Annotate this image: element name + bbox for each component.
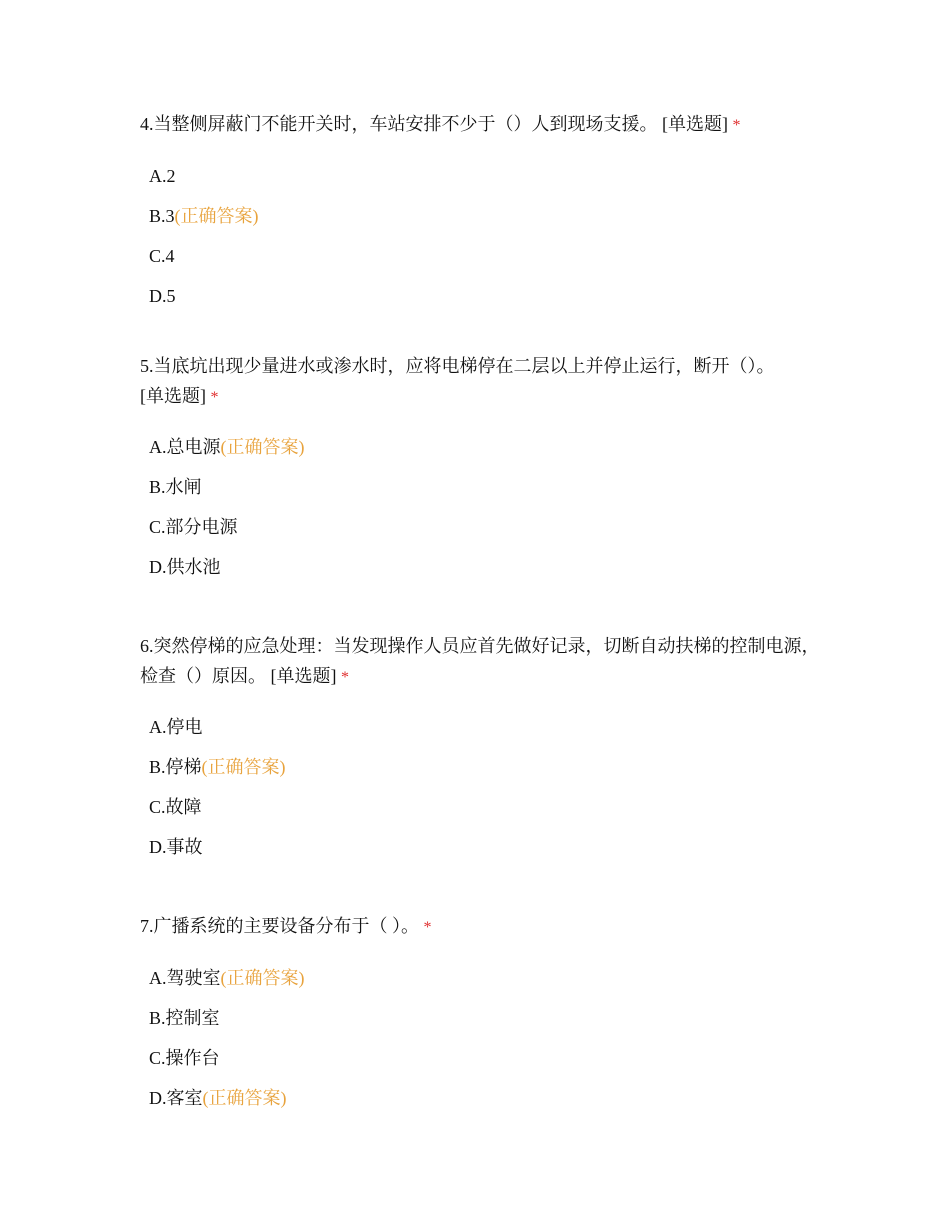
option-label: C.部分电源 (149, 517, 238, 537)
option-d (149, 1078, 830, 1118)
required-mark: * (210, 389, 219, 406)
option-list (140, 427, 830, 587)
option-label: D.5 (149, 286, 176, 306)
option-a (149, 156, 830, 196)
option-list (140, 707, 830, 867)
option-label: B.停梯 (149, 757, 202, 777)
question-text: 4.当整侧屏蔽门不能开关时，车站安排不少于（）人到现场支援。 (140, 114, 658, 134)
required-mark: * (732, 117, 741, 134)
option-label: A.驾驶室 (149, 968, 221, 988)
option-d (149, 827, 830, 867)
question-type: [单选题] (270, 666, 337, 686)
correct-answer-tag: (正确答案) (220, 437, 305, 457)
option-label: C.4 (149, 246, 175, 266)
question-4 (140, 109, 830, 316)
option-d (149, 276, 830, 316)
option-label: B.水闸 (149, 477, 202, 497)
option-b (149, 196, 830, 236)
option-label: B.3 (149, 206, 175, 226)
question-5 (140, 351, 830, 587)
question-type: [单选题] (140, 386, 206, 406)
option-label: C.操作台 (149, 1048, 220, 1068)
option-label: A.2 (149, 166, 176, 186)
option-c (149, 787, 830, 827)
option-label: A.停电 (149, 717, 203, 737)
option-c (149, 1038, 830, 1078)
option-b (149, 747, 830, 787)
option-b (149, 467, 830, 507)
question-title (140, 351, 830, 413)
option-a (149, 707, 830, 747)
option-d (149, 547, 830, 587)
option-label: D.供水池 (149, 557, 221, 577)
question-text: 5.当底坑出现少量进水或渗水时，应将电梯停在二层以上并停止运行，断开（）。 (140, 356, 775, 376)
question-6 (140, 631, 830, 867)
option-list (140, 156, 830, 316)
correct-answer-tag: (正确答案) (174, 206, 259, 226)
option-c (149, 236, 830, 276)
option-list (140, 958, 830, 1118)
option-label: D.客室 (149, 1088, 203, 1108)
question-title (140, 631, 830, 693)
correct-answer-tag: (正确答案) (220, 968, 305, 988)
option-label: B.控制室 (149, 1008, 220, 1028)
option-label: A.总电源 (149, 437, 221, 457)
option-a (149, 958, 830, 998)
question-title (140, 109, 830, 141)
option-b (149, 998, 830, 1038)
option-label: C.故障 (149, 797, 202, 817)
question-title (140, 911, 830, 943)
correct-answer-tag: (正确答案) (202, 1088, 287, 1108)
required-mark: * (341, 669, 349, 686)
question-7 (140, 911, 830, 1118)
option-c (149, 507, 830, 547)
correct-answer-tag: (正确答案) (201, 757, 286, 777)
question-text: 6.突然停梯的应急处理：当发现操作人员应首先做好记录，切断自动扶梯的控制电源，检查（）原因。 (140, 636, 820, 686)
option-a (149, 427, 830, 467)
question-text: 7.广播系统的主要设备分布于（ ）。 (140, 916, 419, 936)
option-label: D.事故 (149, 837, 203, 857)
question-type: [单选题] (662, 114, 728, 134)
required-mark: * (423, 919, 432, 936)
